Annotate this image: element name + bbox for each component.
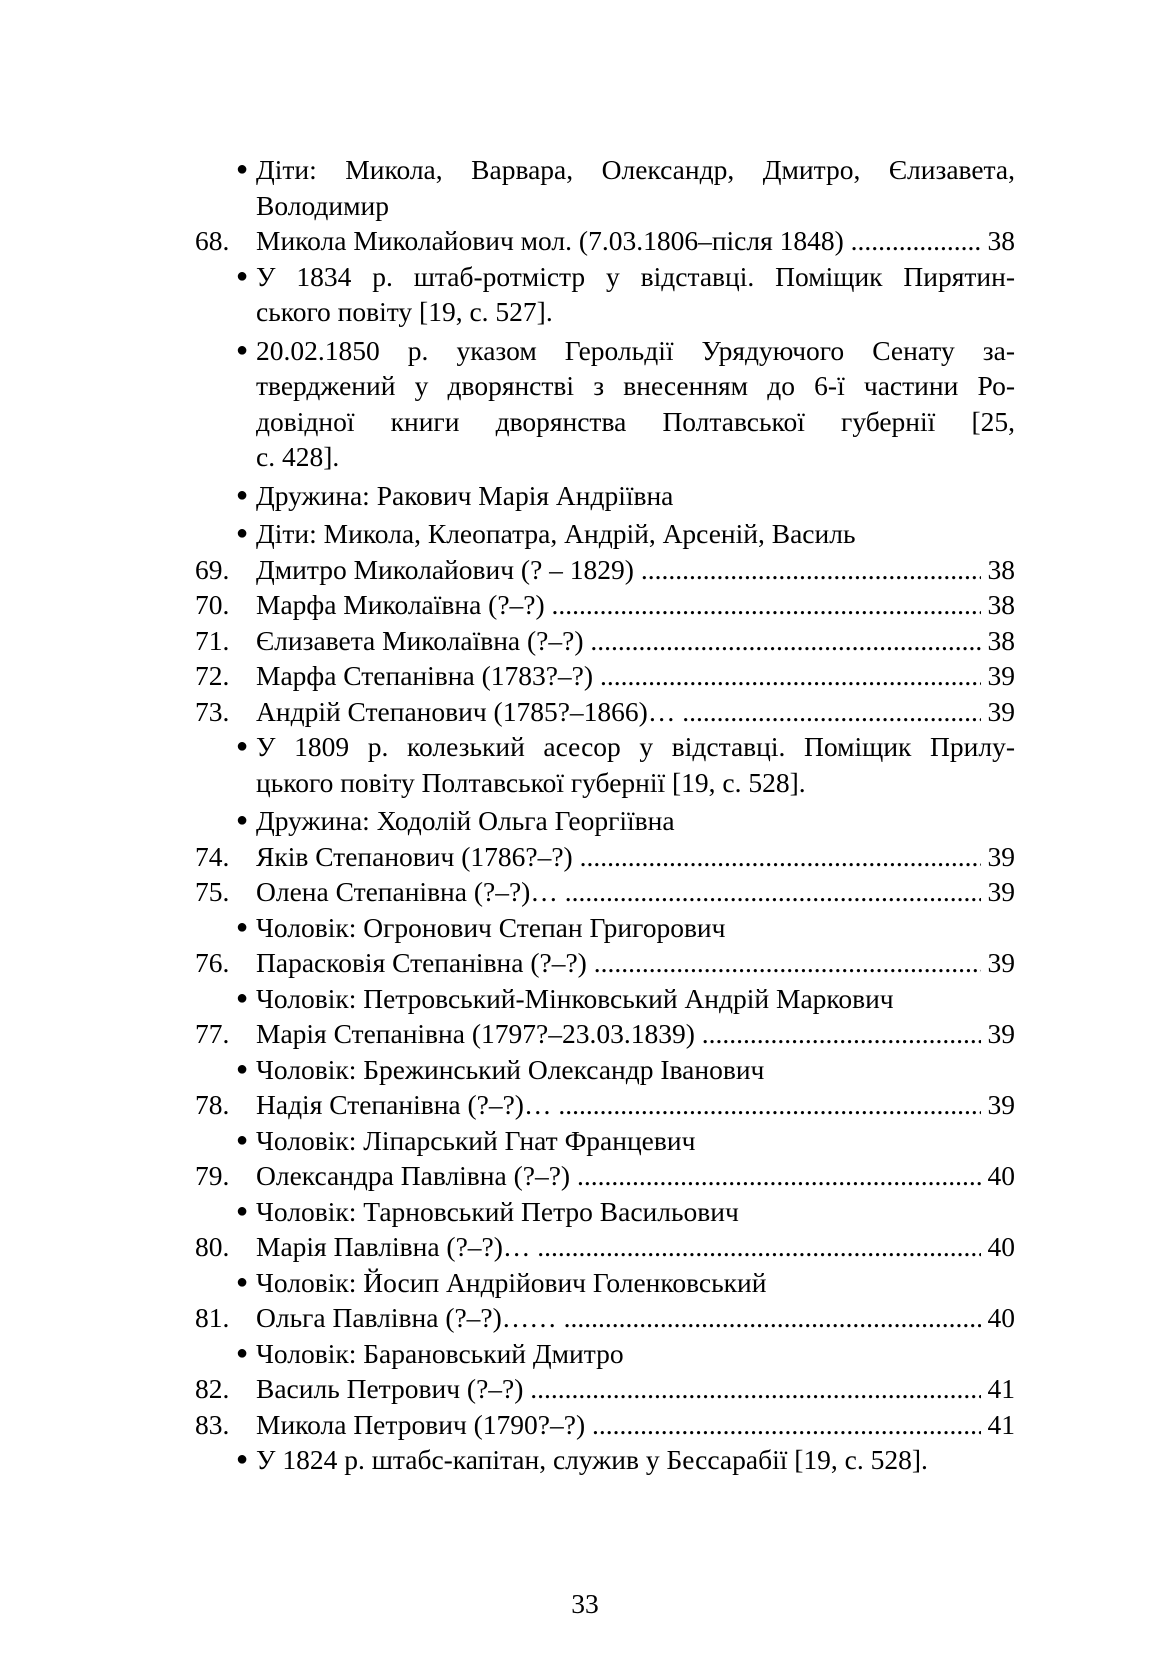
entry-number: 70.	[195, 589, 230, 620]
index-entry	[195, 694, 1015, 730]
entry-number: 82.	[195, 1373, 230, 1404]
index-entry	[195, 552, 1015, 588]
bullet-note	[236, 1052, 1015, 1088]
index-entry	[195, 1407, 1015, 1443]
bullet-icon: ●	[236, 1270, 249, 1293]
entry-page-ref: 40	[981, 1229, 1016, 1265]
entry-page-ref: 40	[981, 1300, 1016, 1336]
bullet-note	[236, 1194, 1015, 1230]
bullet-line: ського повіту [19, с. 527].	[256, 296, 553, 327]
entry-page-ref: 41	[981, 1407, 1016, 1443]
bullet-line: Володимир	[256, 189, 389, 221]
index-entry	[195, 839, 1015, 875]
bullet-note	[236, 152, 1015, 223]
bullet-note	[236, 910, 1015, 946]
entry-number: 76.	[195, 947, 230, 978]
bullet-icon: ●	[236, 1341, 249, 1364]
entry-name: Василь Петрович (?–?) .....	[256, 1371, 1015, 1407]
bullet-note	[236, 478, 1015, 514]
entry-page-ref: 39	[981, 1016, 1016, 1052]
entry-name: Надія Степанівна (?–?)… .....	[256, 1087, 1015, 1123]
bullet-icon: ●	[236, 264, 249, 287]
bullet-note	[236, 1336, 1015, 1372]
bullet-icon: ●	[236, 483, 249, 506]
bullet-icon: ●	[236, 809, 249, 831]
entry-number: 68.	[195, 225, 230, 256]
entry-name: Марфа Степанівна (1783?–?) .....	[256, 658, 1015, 694]
index-entry	[195, 623, 1015, 659]
index-entry	[195, 1229, 1015, 1265]
entry-name: Ольга Павлівна (?–?)…… .....	[256, 1300, 1015, 1336]
bullet-note	[236, 1442, 1015, 1478]
entry-name: Єлизавета Миколаївна (?–?) .....	[256, 623, 1015, 659]
bullet-line: Чоловік: Ліпарський Гнат Францевич	[256, 1124, 696, 1156]
entry-page-ref: 39	[981, 874, 1016, 910]
bullet-line: У 1809 р. колезький асесор у відставці. Поміщик Прилу-	[256, 731, 1015, 762]
bullet-icon: ●	[236, 338, 249, 361]
entry-name: Парасковія Степанівна (?–?) .....	[256, 945, 1015, 981]
entry-page-ref: 41	[981, 1371, 1016, 1407]
entry-page-ref: 39	[981, 945, 1016, 981]
entry-name: Олена Степанівна (?–?)… .....	[256, 874, 1015, 910]
bullet-line: 20.02.1850 р. указом Герольдії Урядуючого Сенату за-	[256, 334, 1015, 366]
entry-name: Микола Миколайович мол. (7.03.1806–після 1848) .....	[256, 223, 1015, 259]
entry-number: 81.	[195, 1302, 230, 1333]
entry-page-ref: 40	[981, 1158, 1016, 1194]
bullet-line: Дружина: Ракович Марія Андріївна	[256, 479, 674, 511]
bullet-icon: ●	[236, 1199, 249, 1222]
bullet-icon: ●	[236, 915, 249, 938]
entry-number: 72.	[195, 660, 230, 691]
bullet-icon: ●	[236, 986, 249, 1009]
index-entry	[195, 658, 1015, 694]
bullet-line: Чоловік: Брежинський Олександр Іванович	[256, 1053, 765, 1085]
entry-number: 74.	[195, 840, 230, 872]
index-entry	[195, 1300, 1015, 1336]
bullet-line: тверджений у дворянстві з внесенням до 6-ї частини Ро-	[256, 370, 1015, 401]
entry-page-ref: 38	[981, 623, 1016, 659]
bullet-line: У 1824 р. штабс-капітан, служив у Бессарабії [19, с. 528].	[256, 1444, 928, 1475]
entry-number: 78.	[195, 1089, 230, 1120]
bullet-note	[236, 981, 1015, 1017]
bullet-icon: ●	[236, 158, 249, 180]
entry-page-ref: 39	[981, 1087, 1016, 1123]
entry-page-ref: 38	[981, 223, 1016, 259]
bullet-line: Чоловік: Тарновський Петро Васильович	[256, 1195, 739, 1227]
index-entry	[195, 587, 1015, 623]
entry-page-ref: 38	[981, 552, 1016, 588]
bullet-line: с. 428].	[256, 441, 340, 472]
bullet-note	[236, 333, 1015, 475]
entry-name: Андрій Степанович (1785?–1866)… .....	[256, 694, 1015, 730]
entry-number: 80.	[195, 1231, 230, 1262]
index-entry	[195, 1158, 1015, 1194]
entry-name: Олександра Павлівна (?–?) .....	[256, 1158, 1015, 1194]
entry-number: 71.	[195, 624, 230, 656]
entry-page-ref: 39	[981, 839, 1016, 875]
bullet-note	[236, 516, 1015, 552]
index-entry	[195, 223, 1015, 259]
bullet-line: Діти: Микола, Варвара, Олександр, Дмитро, Єлизавета,	[256, 154, 1015, 185]
bullet-icon: ●	[236, 522, 249, 544]
entry-name: Марфа Миколаївна (?–?) .....	[256, 587, 1015, 623]
index-entry	[195, 874, 1015, 910]
bullet-note	[236, 803, 1015, 839]
entry-page-ref: 39	[981, 658, 1016, 694]
bullet-line: Чоловік: Огронович Степан Григорович	[256, 911, 726, 943]
bullet-icon: ●	[236, 1057, 249, 1080]
entry-name: Яків Степанович (1786?–?) .....	[256, 839, 1015, 875]
bullet-note	[236, 729, 1015, 800]
index-entry	[195, 1371, 1015, 1407]
entry-number: 73.	[195, 695, 230, 727]
index-list	[195, 152, 1015, 1478]
bullet-line: У 1834 р. штаб-ротмістр у відставці. Поміщик Пирятин-	[256, 260, 1015, 292]
entry-number: 77.	[195, 1018, 230, 1049]
bullet-line: Чоловік: Йосип Андрійович Голенковський	[256, 1266, 767, 1298]
entry-number: 79.	[195, 1160, 230, 1191]
entry-name: Микола Петрович (1790?–?) .....	[256, 1407, 1015, 1443]
bullet-note	[236, 1265, 1015, 1301]
bullet-note	[236, 1123, 1015, 1159]
entry-number: 83.	[195, 1408, 230, 1440]
bullet-icon: ●	[236, 1128, 249, 1151]
bullet-line: Чоловік: Барановський Дмитро	[256, 1337, 624, 1369]
index-entry	[195, 1016, 1015, 1052]
bullet-note	[236, 259, 1015, 330]
bullet-line: Чоловік: Петровський-Мінковський Андрій Маркович	[256, 982, 894, 1014]
bullet-line: довідної книги дворянства Полтавської губернії [25,	[256, 405, 1015, 437]
entry-name: Дмитро Миколайович (? – 1829) .....	[256, 552, 1015, 588]
entry-number: 75.	[195, 876, 230, 907]
bullet-line: Діти: Микола, Клеопатра, Андрій, Арсеній, Василь	[256, 518, 856, 549]
bullet-icon: ●	[236, 1448, 249, 1470]
entry-name: Марія Степанівна (1797?–23.03.1839) .....	[256, 1016, 1015, 1052]
entry-number: 69.	[195, 553, 230, 585]
index-entry	[195, 1087, 1015, 1123]
bullet-line: цького повіту Полтавської губернії [19, с. 528].	[256, 766, 806, 798]
bullet-icon: ●	[236, 735, 249, 757]
page-number: 33	[571, 1588, 599, 1619]
entry-page-ref: 39	[981, 694, 1016, 730]
index-entry	[195, 945, 1015, 981]
entry-page-ref: 38	[981, 587, 1016, 623]
bullet-line: Дружина: Ходолій Ольга Георгіївна	[256, 805, 675, 836]
entry-name: Марія Павлівна (?–?)… .....	[256, 1229, 1015, 1265]
